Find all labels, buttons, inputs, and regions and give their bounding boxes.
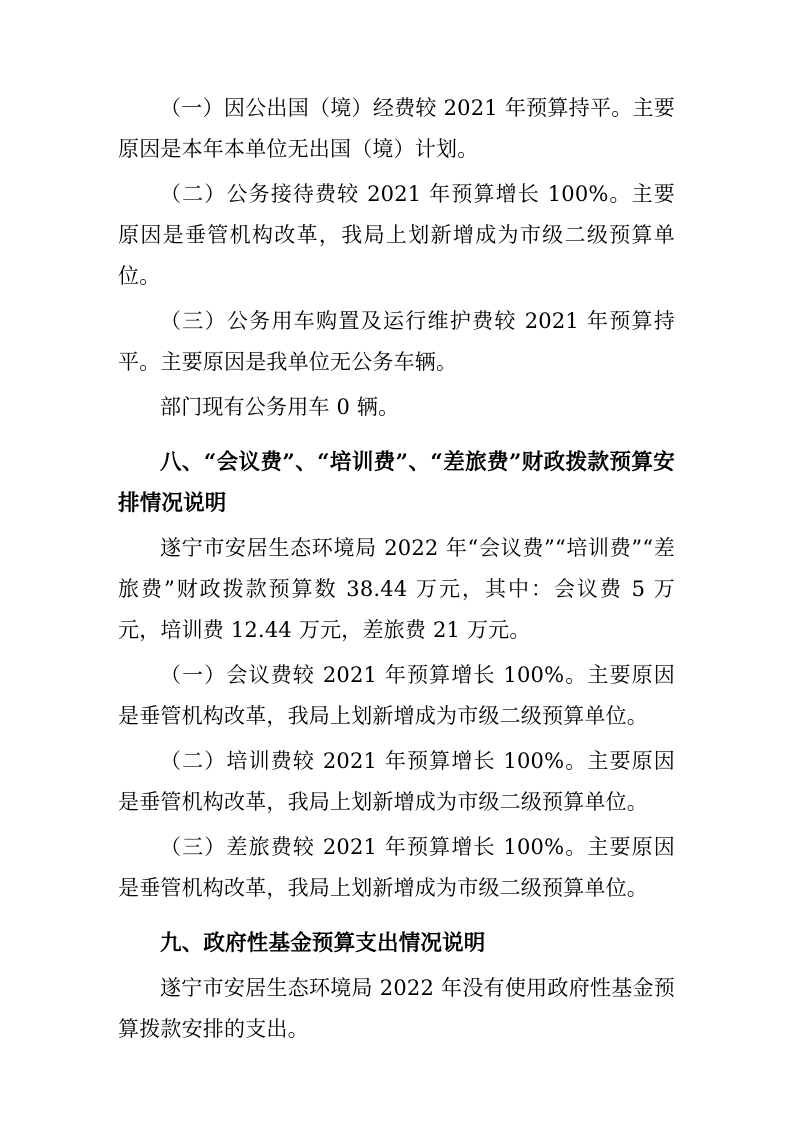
paragraph-foreign-travel: （一）因公出国（境）经费较 2021 年预算持平。主要原因是本年本单位无出国（境）计划。 [118, 96, 675, 161]
paragraph-official-vehicle: （三）公务用车购置及运行维护费较 2021 年预算持平。主要原因是我单位无公务车辆。 [118, 309, 675, 374]
paragraph-training-fee: （二）培训费较 2021 年预算增长 100%。主要原因是垂管机构改革，我局上划新增成为市级二级预算单位。 [118, 749, 675, 814]
paragraph-travel-fee: （三）差旅费较 2021 年预算增长 100%。主要原因是垂管机构改革，我局上划新增成为市级二级预算单位。 [118, 835, 675, 900]
paragraph-vehicle-count: 部门现有公务用车 0 辆。 [160, 395, 400, 419]
paragraph-meeting-fee: （一）会议费较 2021 年预算增长 100%。主要原因是垂管机构改革，我局上划新增成为市级二级预算单位。 [118, 663, 675, 728]
heading-section-nine: 九、政府性基金预算支出情况说明 [160, 931, 486, 956]
heading-section-eight: 八、“会议费”、“培训费”、“差旅费”财政拨款预算安排情况说明 [118, 450, 675, 516]
paragraph-section-nine-body: 遂宁市安居生态环境局 2022 年没有使用政府性基金预算拨款安排的支出。 [118, 976, 675, 1041]
paragraph-official-reception: （二）公务接待费较 2021 年预算增长 100%。主要原因是垂管机构改革，我局上划新增成为市级二级预算单位。 [118, 182, 675, 288]
paragraph-section-eight-summary: 遂宁市安居生态环境局 2022 年“会议费”“培训费”“差旅费”财政拨款预算数 38.44 万元，其中：会议费 5 万元，培训费 12.44 万元，差旅费 21 万元。 [118, 536, 675, 642]
